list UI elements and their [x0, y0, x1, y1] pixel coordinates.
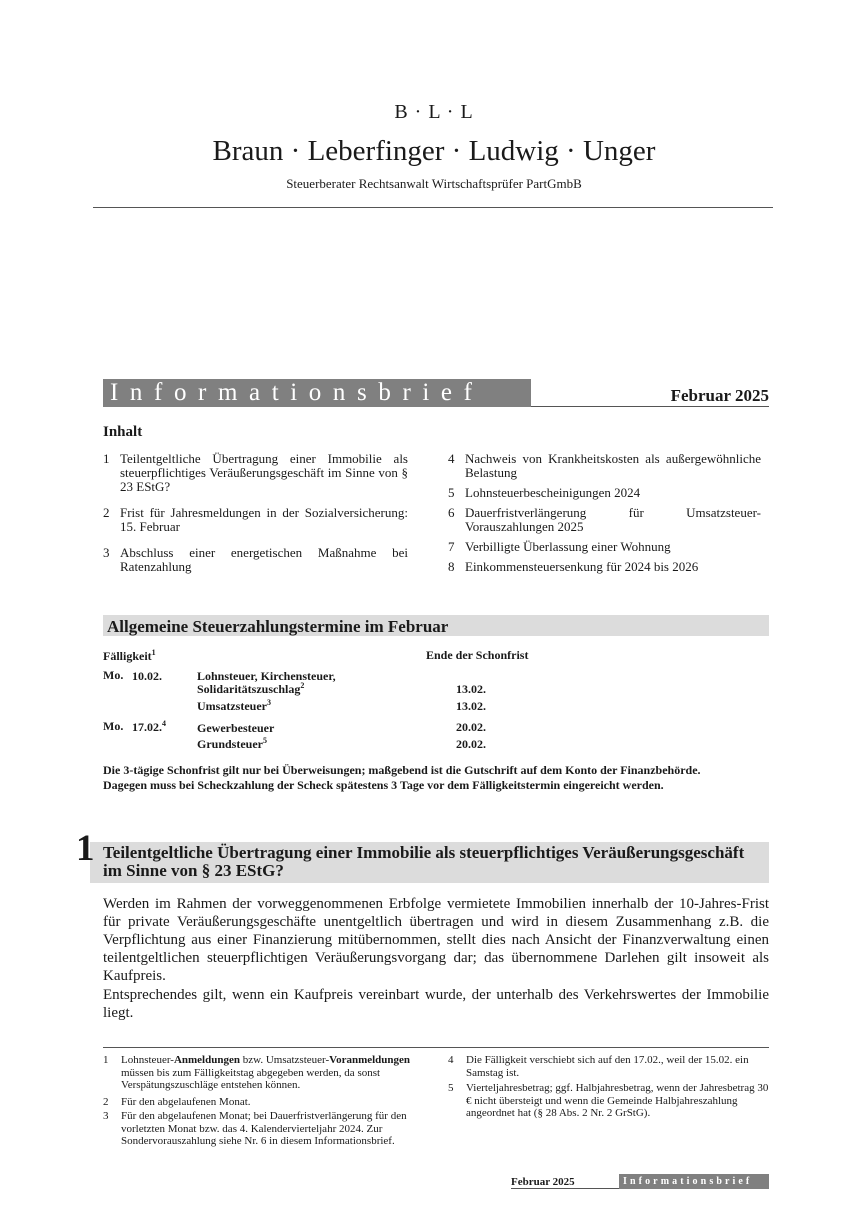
contents-heading: Inhalt	[103, 424, 143, 440]
footnote-text: Die Fälligkeit verschiebt sich auf den 17.02., weil der 15.02. ein Samstag ist.	[466, 1054, 749, 1079]
contents-list-left	[103, 452, 408, 582]
footnote-text: Für den abgelaufenen Monat; bei Dauerfristverlängerung für den vorletzten Monat bzw. das 4. Kalendervierteljahr 2024. Zur Sondervorauszahlung siehe Nr. 6 in diesem Informationsbrief.	[121, 1110, 407, 1147]
informationsbrief-banner: Informationsbrief	[103, 379, 531, 407]
footnote-text: Für den abgelaufenen Monat.	[121, 1096, 251, 1108]
grace-end-date: 13.02.	[456, 682, 486, 696]
header-divider	[93, 207, 773, 208]
tax-type: Lohnsteuer, Kirchensteuer,	[197, 669, 336, 683]
contents-item-number: 3	[103, 545, 110, 560]
contents-item-number: 6	[448, 505, 455, 520]
column-header-grace-end: Ende der Schonfrist	[426, 648, 529, 662]
firm-abbreviation: B · L · L	[394, 101, 474, 123]
grace-end-date: 20.02.	[456, 720, 486, 734]
footnote-number: 2	[103, 1096, 109, 1108]
article-number: 1	[76, 828, 95, 869]
firm-name: Braun · Leberfinger · Ludwig · Unger	[212, 135, 656, 167]
contents-list-right	[448, 452, 761, 582]
tax-dates-title: Allgemeine Steuerzahlungstermine im Februar	[107, 617, 449, 636]
contents-item-number: 2	[103, 505, 110, 520]
footer-date: Februar 2025	[511, 1176, 575, 1188]
grace-period-note-line: Die 3-tägige Schonfrist gilt nur bei Überweisungen; maßgebend ist die Gutschrift auf dem Konto der Finanzbehörde.	[103, 763, 701, 777]
contents-item-text: Dauerfristverlängerung für Umsatzsteuer-Vorauszahlungen 2025	[465, 505, 761, 534]
grace-end-date: 13.02.	[456, 699, 486, 713]
contents-item-number: 5	[448, 485, 455, 500]
due-date: 17.02.$^4$	[132, 719, 166, 734]
footnote-number: 4	[448, 1054, 454, 1066]
tax-type: Grundsteuer$^5$	[197, 736, 267, 751]
contents-item-number: 7	[448, 539, 455, 554]
banner-divider	[531, 406, 769, 407]
article-title: Teilentgeltliche Übertragung einer Immobilie als steuerpflichtiges Veräußerungsgeschäft im Sinne von § 23 EStG?	[103, 843, 745, 880]
contents-item-number: 1	[103, 451, 110, 466]
footer-divider	[511, 1188, 619, 1189]
contents-item-text: Einkommensteuersenkung für 2024 bis 2026	[465, 559, 699, 574]
contents-item-text: Abschluss einer energetischen Maßnahme bei Ratenzahlung	[120, 545, 408, 574]
tax-type: Umsatzsteuer$^3$	[197, 698, 271, 713]
article-paragraph: Werden im Rahmen der vorweggenommenen Erbfolge vermietete Immobilien innerhalb der 10-Jahres-Frist für private Veräußerungsgeschäfte unentgeltlich übertragen und wird in diesem Zusammenhang z.B. die Verpflichtung aus einer Finanzierung mitübernommen, stellt dies nach Ansicht der Finanzverwaltung einen teilentgeltlichen steuerpflichtigen Veräußerungsvorgang dar; das übernommene Darlehen gilt insoweit als Kaufpreis.	[103, 896, 769, 984]
grace-period-note	[103, 763, 773, 793]
contents-item-text: Frist für Jahresmeldungen in der Sozialversicherung: 15. Februar	[120, 505, 408, 534]
article-paragraph: Entsprechendes gilt, wenn ein Kaufpreis vereinbart wurde, der unterhalb des Verkehrswertes der Immobilie liegt.	[103, 987, 769, 1021]
contents-item-number: 8	[448, 559, 455, 574]
footnote-number: 3	[103, 1110, 109, 1122]
footnote-number: 5	[448, 1082, 454, 1094]
contents-item-text: Verbilligte Überlassung einer Wohnung	[465, 539, 671, 554]
footnote-divider	[103, 1047, 769, 1048]
issue-date: Februar 2025	[670, 386, 769, 405]
tax-type: Gewerbesteuer	[197, 721, 275, 735]
footnote-text: Vierteljahresbetrag; ggf. Halbjahresbetrag, wenn der Jahresbetrag 30 € nicht übersteigt und wenn die Gemeinde Halbjahreszahlung angeordnet hat (§ 28 Abs. 2 Nr. 2 GrStG).	[466, 1082, 769, 1119]
due-date: 10.02.	[132, 669, 162, 683]
footnote-text: Lohnsteuer-Anmeldungen bzw. Umsatzsteuer-Voranmeldungen müssen bis zum Fälligkeitstag abgegeben werden, da sonst Verspätungszuschläge entstehen können.	[121, 1054, 411, 1091]
contents-item-text: Nachweis von Krankheitskosten als außergewöhnliche Belastung	[465, 451, 761, 480]
tax-type: Solidaritätszuschlag$^2$	[197, 681, 305, 696]
contents-item-text: Teilentgeltliche Übertragung einer Immobilie als steuerpflichtiges Veräußerungsgeschäft im Sinne von § 23 EStG?	[120, 451, 408, 494]
contents-item-number: 4	[448, 451, 455, 466]
column-header-due: Fälligkeit$^1$	[103, 648, 156, 663]
due-weekday: Mo.	[103, 668, 124, 682]
contents-item-text: Lohnsteuerbescheinigungen 2024	[465, 485, 641, 500]
grace-period-note-line: Dagegen muss bei Scheckzahlung der Scheck spätestens 3 Tage vor dem Fälligkeitstermin eingereicht werden.	[103, 778, 664, 792]
due-weekday: Mo.	[103, 719, 124, 733]
footer-informationsbrief-label: Informationsbrief	[619, 1174, 769, 1189]
firm-subtitle: Steuerberater Rechtsanwalt Wirtschaftsprüfer PartGmbB	[286, 176, 582, 191]
footnote-number: 1	[103, 1054, 109, 1066]
grace-end-date: 20.02.	[456, 737, 486, 751]
